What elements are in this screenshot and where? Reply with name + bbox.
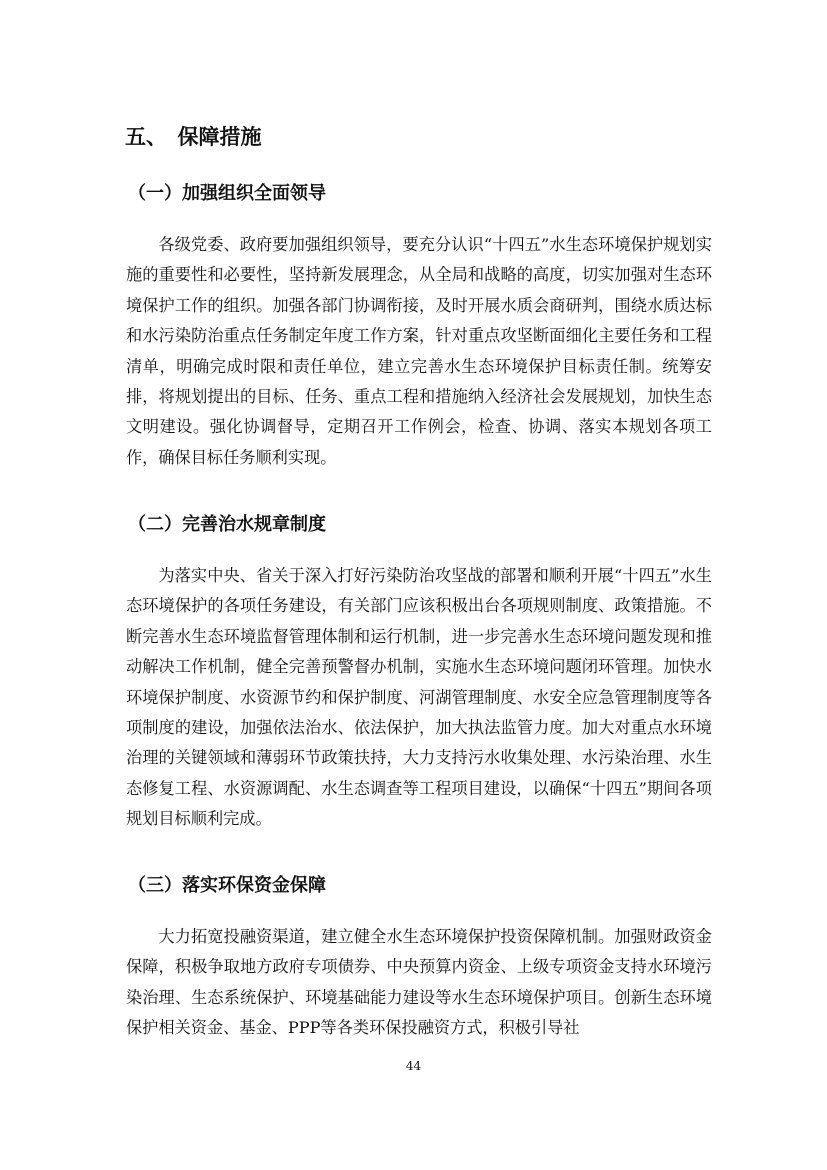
section-heading-3: （三）落实环保资金保障 <box>128 875 326 896</box>
section-paragraph-3: 大力拓宽投融资渠道，建立健全水生态环境保护投资保障机制。加强财政资金保障，积极争取地方政府专项债券、中央预算内资金、上级专项资金支持水环境污染治理、生态系统保护、环境基础能力建设等水生态环境保护项目。创新生态环境保护相关资金、基金、PPP等各类环保投融资方式，积极引导社 <box>126 927 712 1038</box>
page-number: 44 <box>405 1059 422 1073</box>
chapter-title: 五、 保障措施 <box>125 125 262 149</box>
section-paragraph-2: 为落实中央、省关于深入打好污染防治攻坚战的部署和顺利开展“十四五”水生态环境保护的各项任务建设，有关部门应该积极出台各项规则制度、政策措施。不断完善水生态环境监督管理体制和运行机制，进一步完善水生态环境问题发现和推动解决工作机制，健全完善预警督办机制，实施水生态环境问题闭环管理。加快水环境保护制度、水资源节约和保护制度、河湖管理制度、水安全应急管理制度等各项制度的建设，加强依法治水、依法保护，加大执法监管力度。加大对重点水环境治理的关键领域和薄弱环节政策扶持，大力支持污水收集处理、水污染治理、水生态修复工程、水资源调配、水生态调查等工程项目建设，以确保“十四五”期间各项规划目标顺利完成。 <box>126 566 712 829</box>
section-heading-1: （一）加强组织全面领导 <box>128 183 326 204</box>
section-paragraph-1: 各级党委、政府要加强组织领导，要充分认识“十四五”水生态环境保护规划实施的重要性和必要性，坚持新发展理念，从全局和战略的高度，切实加强对生态环境保护工作的组织。加强各部门协调衔接，及时开展水质会商研判，围绕水质达标和水污染防治重点任务制定年度工作方案，针对重点攻坚断面细化主要任务和工程清单，明确完成时限和责任单位，建立完善水生态环境保护目标责任制。统筹安排，将规划提出的目标、任务、重点工程和措施纳入经济社会发展规划，加快生态文明建设。强化协调督导，定期召开工作例会，检查、协调、落实本规划各项工作，确保目标任务顺利实现。 <box>126 235 712 467</box>
section-heading-2: （二）完善治水规章制度 <box>128 514 326 535</box>
